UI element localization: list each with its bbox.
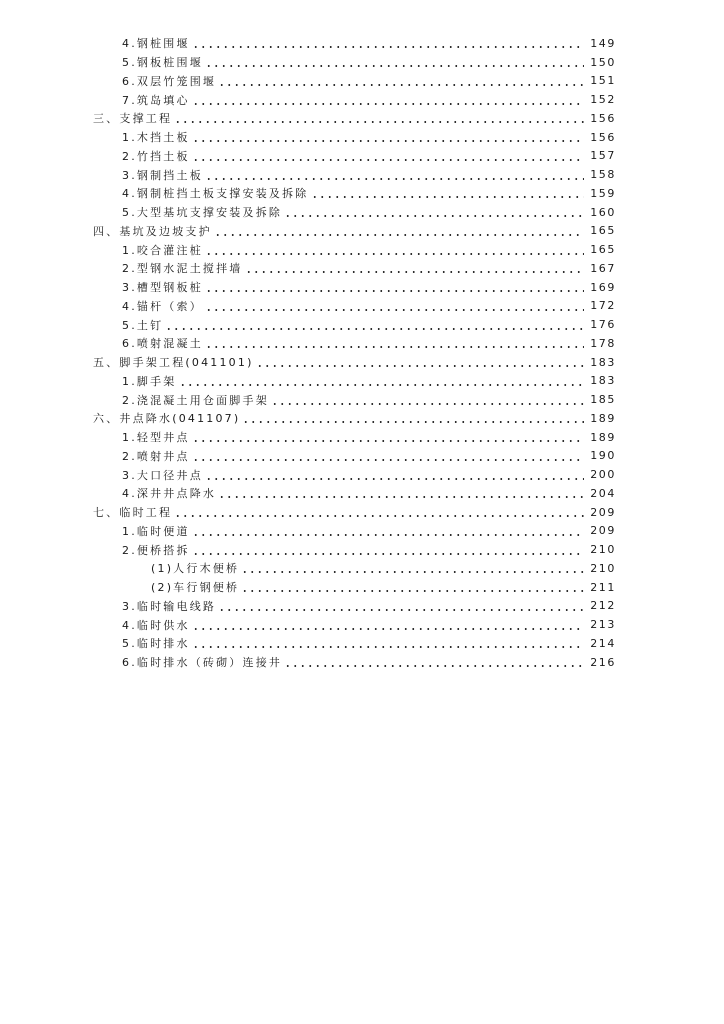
- toc-entry-row[interactable]: [0, 334, 724, 353]
- dot-leader: [284, 656, 584, 668]
- toc-entry-label: 5.钢板桩围堰: [122, 56, 203, 70]
- toc-page-number: 178: [590, 336, 616, 350]
- toc-entry-label: 七、临时工程: [93, 506, 173, 520]
- dot-leader: [174, 506, 584, 518]
- toc-page-number: 150: [590, 55, 616, 69]
- toc-entry-label: 5.土钉: [122, 318, 164, 332]
- toc-entry-label: 2.便桥搭拆: [122, 543, 190, 557]
- toc-entry-row[interactable]: [0, 447, 724, 466]
- toc-page-number: 165: [590, 224, 616, 238]
- toc-entry-label: 六、井点降水(041107): [93, 412, 241, 426]
- toc-entry-label: 五、脚手架工程(041101): [93, 356, 254, 370]
- toc-entry-label: 1.咬合灌注桩: [122, 243, 203, 257]
- toc-entry-label: 4.临时供水: [122, 618, 190, 632]
- toc-section-row[interactable]: [0, 353, 724, 372]
- dot-leader: [192, 450, 584, 462]
- toc-entry-row[interactable]: [0, 597, 724, 616]
- dot-leader: [271, 394, 584, 406]
- toc-section-row[interactable]: [0, 503, 724, 522]
- toc-section-row[interactable]: [0, 409, 724, 428]
- dot-leader: [192, 131, 584, 143]
- toc-page-number: 210: [590, 561, 616, 575]
- dot-leader: [241, 581, 584, 593]
- toc-entry-label: 1.临时便道: [122, 524, 190, 538]
- dot-leader: [192, 544, 584, 556]
- toc-entry-row[interactable]: [0, 34, 724, 53]
- toc-page-number: 216: [590, 655, 616, 669]
- toc-page-number: 160: [590, 205, 616, 219]
- toc-entry-row[interactable]: [0, 484, 724, 503]
- dot-leader: [241, 562, 584, 574]
- table-of-contents: [0, 34, 724, 672]
- dot-leader: [192, 37, 584, 49]
- toc-entry-row[interactable]: [0, 297, 724, 316]
- toc-page-number: 204: [590, 486, 616, 500]
- toc-entry-label: 5.大型基坑支撑安装及拆除: [122, 206, 283, 220]
- dot-leader: [205, 337, 584, 349]
- dot-leader: [205, 169, 584, 181]
- toc-entry-row[interactable]: [0, 128, 724, 147]
- toc-entry-row[interactable]: [0, 578, 724, 597]
- toc-entry-row[interactable]: [0, 390, 724, 409]
- toc-page-number: 209: [590, 505, 616, 519]
- dot-leader: [192, 525, 584, 537]
- toc-page-number: 189: [590, 411, 616, 425]
- dot-leader: [218, 600, 584, 612]
- toc-page-number: 183: [590, 355, 616, 369]
- toc-entry-row[interactable]: [0, 259, 724, 278]
- toc-entry-label: 4.深井井点降水: [122, 487, 217, 501]
- toc-entry-label: 1.轻型井点: [122, 431, 190, 445]
- toc-page-number: 214: [590, 636, 616, 650]
- toc-page-number: 172: [590, 299, 616, 313]
- toc-entry-label: (2)车行钢便桥: [151, 581, 240, 595]
- toc-entry-label: 四、基坑及边坡支护: [93, 224, 212, 238]
- dot-leader: [256, 356, 584, 368]
- toc-entry-row[interactable]: [0, 559, 724, 578]
- toc-entry-label: 4.钢桩围堰: [122, 37, 190, 51]
- toc-entry-label: 三、支撑工程: [93, 112, 173, 126]
- toc-entry-row[interactable]: [0, 634, 724, 653]
- toc-page-number: 176: [590, 318, 616, 332]
- dot-leader: [242, 412, 584, 424]
- toc-entry-label: 7.筑岛填心: [122, 93, 190, 107]
- dot-leader: [205, 300, 584, 312]
- toc-entry-row[interactable]: [0, 90, 724, 109]
- toc-page-number: 157: [590, 149, 616, 163]
- toc-page-number: 151: [590, 74, 616, 88]
- toc-entry-row[interactable]: [0, 315, 724, 334]
- dot-leader: [245, 262, 585, 274]
- toc-page-number: 183: [590, 374, 616, 388]
- dot-leader: [192, 431, 584, 443]
- toc-page-number: 169: [590, 280, 616, 294]
- toc-page-number: 210: [590, 543, 616, 557]
- toc-entry-label: 4.钢制桩挡土板支撑安装及拆除: [122, 187, 309, 201]
- toc-entry-label: (1)人行木便桥: [151, 562, 240, 576]
- dot-leader: [179, 375, 585, 387]
- toc-page-number: 212: [590, 599, 616, 613]
- toc-entry-row[interactable]: [0, 53, 724, 72]
- toc-page-number: 156: [590, 111, 616, 125]
- toc-entry-row[interactable]: [0, 653, 724, 672]
- dot-leader: [218, 487, 584, 499]
- toc-entry-label: 2.喷射井点: [122, 449, 190, 463]
- toc-entry-label: 3.槽型钢板桩: [122, 281, 203, 295]
- toc-page-number: 159: [590, 186, 616, 200]
- toc-entry-label: 3.大口径井点: [122, 468, 203, 482]
- toc-entry-label: 6.喷射混凝土: [122, 337, 203, 351]
- dot-leader: [192, 94, 584, 106]
- toc-entry-row[interactable]: [0, 540, 724, 559]
- toc-page-number: 211: [590, 580, 616, 594]
- toc-entry-row[interactable]: [0, 615, 724, 634]
- dot-leader: [165, 319, 584, 331]
- toc-entry-label: 1.木挡土板: [122, 131, 190, 145]
- toc-entry-label: 1.脚手架: [122, 374, 177, 388]
- dot-leader: [214, 225, 584, 237]
- dot-leader: [205, 56, 584, 68]
- toc-entry-row[interactable]: [0, 372, 724, 391]
- toc-section-row[interactable]: [0, 222, 724, 241]
- dot-leader: [205, 469, 584, 481]
- toc-entry-row[interactable]: [0, 428, 724, 447]
- toc-entry-row[interactable]: [0, 165, 724, 184]
- toc-page-number: 200: [590, 468, 616, 482]
- dot-leader: [192, 637, 584, 649]
- toc-entry-label: 2.型钢水泥土搅拌墙: [122, 262, 243, 276]
- toc-entry-row[interactable]: [0, 147, 724, 166]
- toc-page-number: 158: [590, 168, 616, 182]
- toc-entry-label: 2.浇混凝土用仓面脚手架: [122, 393, 269, 407]
- toc-page-number: 189: [590, 430, 616, 444]
- dot-leader: [192, 150, 584, 162]
- toc-entry-label: 2.竹挡土板: [122, 149, 190, 163]
- toc-page-number: 190: [590, 449, 616, 463]
- toc-section-row[interactable]: [0, 109, 724, 128]
- toc-entry-row[interactable]: [0, 184, 724, 203]
- dot-leader: [174, 112, 584, 124]
- toc-entry-label: 5.临时排水: [122, 637, 190, 651]
- dot-leader: [205, 244, 584, 256]
- toc-entry-label: 3.钢制挡土板: [122, 168, 203, 182]
- toc-entry-label: 4.锚杆（索）: [122, 299, 203, 313]
- dot-leader: [205, 281, 584, 293]
- toc-entry-label: 6.临时排水（砖砌）连接井: [122, 656, 283, 670]
- toc-page-number: 167: [590, 261, 616, 275]
- dot-leader: [192, 619, 584, 631]
- toc-page-number: 152: [590, 93, 616, 107]
- toc-page-number: 149: [590, 36, 616, 50]
- toc-entry-row[interactable]: [0, 240, 724, 259]
- toc-entry-row[interactable]: [0, 203, 724, 222]
- toc-entry-row[interactable]: [0, 465, 724, 484]
- toc-entry-label: 3.临时输电线路: [122, 599, 217, 613]
- toc-page-number: 213: [590, 618, 616, 632]
- toc-entry-row[interactable]: [0, 278, 724, 297]
- toc-page-number: 185: [590, 393, 616, 407]
- toc-entry-row[interactable]: [0, 522, 724, 541]
- toc-entry-row[interactable]: [0, 72, 724, 91]
- toc-page-number: 165: [590, 243, 616, 257]
- toc-entry-label: 6.双层竹笼围堰: [122, 74, 217, 88]
- toc-page-number: 156: [590, 130, 616, 144]
- dot-leader: [284, 206, 584, 218]
- dot-leader: [311, 187, 585, 199]
- toc-page-number: 209: [590, 524, 616, 538]
- dot-leader: [218, 75, 584, 87]
